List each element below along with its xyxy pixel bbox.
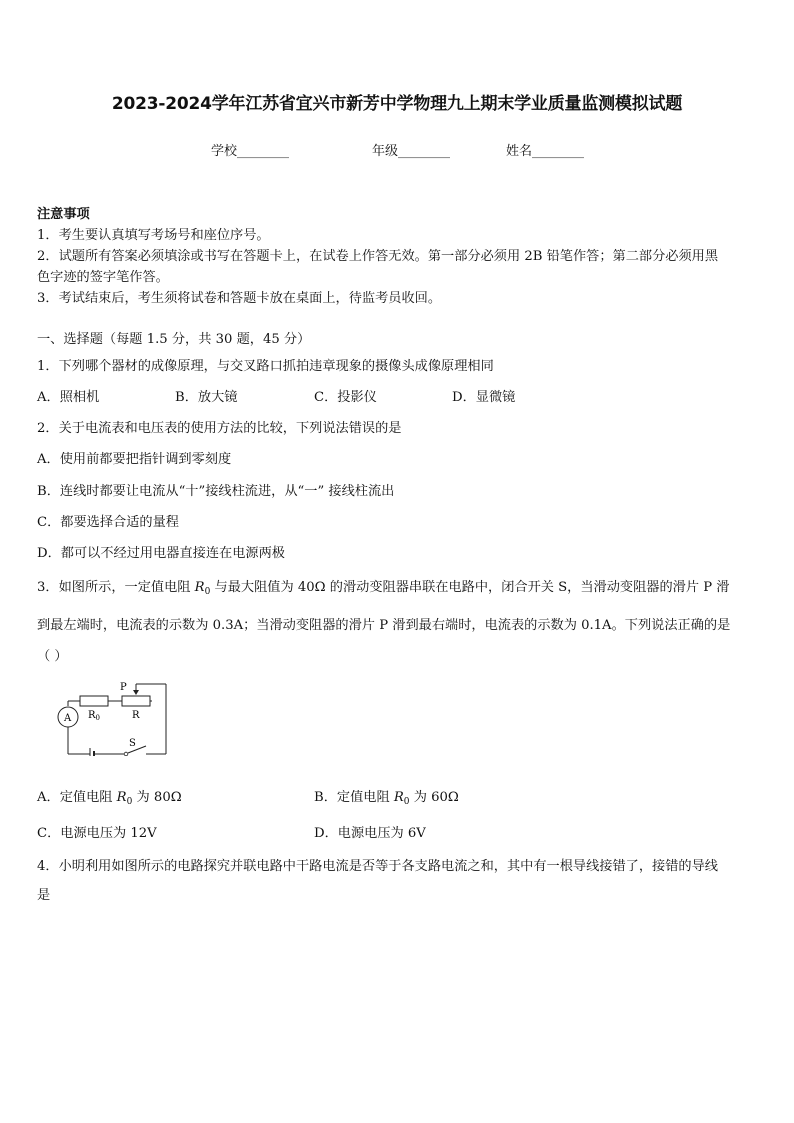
q3-stem-line1 (37, 576, 730, 597)
circuit-diagram (52, 676, 172, 756)
q1-stem: 1．下列哪个器材的成像原理，与交叉路口抓拍违章现象的摄像头成像原理相同 (37, 359, 494, 374)
page-title: 2023-2024学年江苏省宜兴市新芳中学物理九上期末学业质量监测模拟试题 (111, 94, 683, 114)
q3-option-d: D．电源电压为 6V (314, 826, 426, 841)
q4-stem-line1: 4．小明利用如图所示的电路探究并联电路中干路电流是否等于各支路电流之和，其中有一根导线接错了，接错的导线 (37, 859, 718, 874)
name-field: 姓名________ (506, 144, 585, 159)
label-r0: $R_0$ (88, 710, 100, 722)
label-ammeter: A (64, 713, 72, 724)
q3-stem-text: 与最大阻值为 40Ω 的滑动变阻器串联在电路中，闭合开关 S，当滑动变阻器的滑片 P 滑 (214, 580, 730, 595)
notice-item: 色字迹的签字笔作答。 (37, 270, 169, 285)
section-heading: 一、选择题（每题 1.5 分，共 30 题，45 分） (37, 332, 311, 347)
notice-item: 3．考试结束后，考生须将试卷和答题卡放在桌面上，待监考员收回。 (37, 291, 442, 306)
notice-item: 2．试题所有答案必须填涂或书写在答题卡上，在试卷上作答无效。第一部分必须用 2B 铅笔作答；第二部分必须用黑 (37, 249, 719, 264)
q1-option-d: D．显微镜 (452, 390, 516, 405)
q3-stem-line2: 到最左端时，电流表的示数为 0.3A；当滑动变阻器的滑片 P 滑到最右端时，电流表的示数为 0.1A。下列说法正确的是 (37, 618, 731, 633)
resistor-r0 (80, 696, 108, 706)
q1-option-b: B．放大镜 (175, 390, 238, 405)
r0-symbol: $R_0$ (116, 790, 133, 807)
r0-symbol: $R_0$ (194, 580, 211, 597)
label-r: R (132, 710, 140, 721)
q4-stem-line2: 是 (37, 888, 51, 903)
switch-contact (124, 752, 128, 756)
notice-item: 1．考生要认真填写考场号和座位序号。 (37, 228, 270, 243)
label-p: P (120, 682, 127, 693)
notice-heading: 注意事项 (37, 207, 90, 222)
rheostat-r (122, 696, 150, 706)
q3-stem-line3: （ ） (37, 649, 68, 664)
q2-option-d: D．都可以不经过用电器直接连在电源两极 (37, 546, 285, 561)
grade-field: 年级________ (372, 144, 451, 159)
q1-option-a: A．照相机 (37, 390, 100, 405)
q3-option-a: A．定值电阻 $R_0$ 为 80Ω (37, 790, 182, 807)
q3-option-b: B．定值电阻 $R_0$ 为 60Ω (314, 790, 459, 807)
school-field: 学校________ (211, 144, 290, 159)
q3-option-c: C．电源电压为 12V (37, 826, 157, 841)
q2-option-b: B．连线时都要让电流从“十”接线柱流进，从“一” 接线柱流出 (37, 484, 395, 499)
q2-option-a: A．使用前都要把指针调到零刻度 (37, 452, 232, 467)
q2-stem: 2．关于电流表和电压表的使用方法的比较，下列说法错误的是 (37, 421, 402, 436)
q3-stem-text: 3．如图所示，一定值电阻 (37, 580, 191, 595)
slider-arrow (133, 690, 139, 695)
label-switch: S (129, 738, 136, 749)
r0-symbol: $R_0$ (393, 790, 410, 807)
q2-option-c: C．都要选择合适的量程 (37, 515, 179, 530)
q1-option-c: C．投影仪 (314, 390, 377, 405)
